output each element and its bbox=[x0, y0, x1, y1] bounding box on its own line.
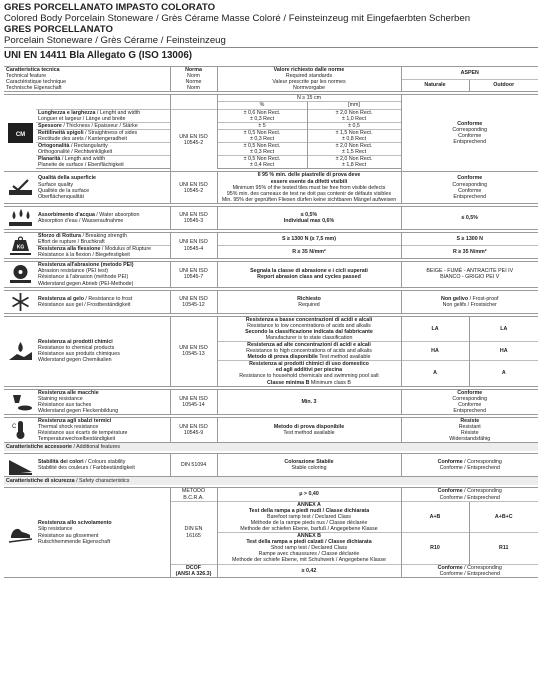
abrasion-row: Resistenza all'abrasione (metodo PEI) Abrasion resistance (PEI test) Résistance à l'abrasion (méthode PEI) Widerstand gegen Abrieb (PEI-Methode) UNI EN ISO 10545-7 Segnala la classe di abrasione e i cicli superati Report abrasion class and cycles passed BEIGE - FUMÉ - ANTRACITE PEI IV BIANCO - GRIGIO PEI V bbox=[4, 262, 538, 287]
dims-row-label: Spessore / Thickness / Epaisseur / Stärke bbox=[38, 122, 138, 129]
dims-row-mm: ± 2,0 Non Rect. bbox=[307, 156, 401, 163]
slip-din-annex-a-row: DIN EN 16165 ANNEX A Test della rampa a piedi nudi / Classe dichiarata Barefoot ramp test / Declared Class Méthode de la rampe pieds nus / Classe déclarée Methode der schiefen Ebene, barfuß / Angegebene Klasse A+B A+B+C bbox=[4, 501, 538, 532]
dims-row-pct: ± 0,6 Non Rect. bbox=[217, 109, 307, 116]
water-drops-icon bbox=[7, 207, 34, 229]
required-header: Valore richiesto dalle norme bbox=[217, 67, 401, 74]
thermal-shock-row: C Resistenza agli sbalzi termici Thermal shock resistance Résistance aux écarts de température Temperaturwechselbeständigkeit UNI EN ISO 10545-9 Metodo di prova disponibile Test method available Resiste Resistant Résiste Widerstandsfähig bbox=[4, 418, 538, 443]
svg-text:C: C bbox=[11, 424, 16, 431]
document-header bbox=[4, 2, 538, 46]
header-divider bbox=[4, 47, 538, 48]
abrasion-disc-icon bbox=[7, 263, 34, 285]
dims-row-label-2: Longuer et largeur / Länge und breite bbox=[38, 115, 126, 122]
breaking-strength-row: KG Sforzo di Rottura / Breaking strength Effort de rupture / Bruchkraft UNI EN ISO 10545-4 S ≥ 1300 N (≥ 7,5 mm) S ≥ 1300 N bbox=[4, 232, 538, 245]
table-header-row bbox=[4, 67, 538, 74]
section-additional-features: Caratteristiche accessorie / Additional features bbox=[4, 443, 538, 452]
thermometer-icon bbox=[7, 419, 34, 441]
section-safety: Caratteristiche di sicurezza / Safety characteristics bbox=[4, 477, 538, 486]
column-outdoor: Outdoor bbox=[469, 79, 538, 92]
shoe-slip-icon bbox=[7, 522, 34, 544]
dims-row-label: Rettilineità spigoli / Straightness of sides bbox=[38, 129, 138, 136]
snowflake-icon bbox=[7, 291, 34, 313]
surface-check-icon bbox=[7, 177, 34, 199]
dims-result: Conforme Corresponding Conforme Entsprechend bbox=[401, 95, 538, 172]
feature-header-fr: Caractéristique technique bbox=[6, 79, 67, 86]
norm-header-en: Norm bbox=[170, 73, 217, 79]
dims-row-mm-2: ± 0,8 Rect bbox=[307, 136, 401, 143]
dims-mm-header: [mm] bbox=[307, 102, 401, 109]
frost-row: Resistenza al gelo / Resistance to frost Résistance aux gel / Frostbeständigkeit UNI EN ISO 10545-12 Richiesto Required Non gelivo / Frost-proof Non gelifs / Frostsicher bbox=[4, 290, 538, 313]
feature-header-en: Technical feature bbox=[6, 73, 47, 80]
svg-text:KG: KG bbox=[16, 244, 24, 251]
dims-row-mm: ± 1,5 Non Rect. bbox=[307, 129, 401, 136]
colour-stability-row: Stabilità dei colori / Colours stability Stabilité des couleurs / Farbbeständigkeit DIN 51094 Colorazione Stabile Stable coloring Conforme / Corresponding Conforme / Entsprechend bbox=[4, 454, 538, 477]
required-header-de: Normvorgabe bbox=[217, 85, 401, 92]
norm-header-de: Norm bbox=[170, 85, 217, 92]
feature-header: Caratteristica tecnica bbox=[6, 67, 60, 73]
product-header: ASPEN bbox=[401, 67, 538, 80]
dims-norm: UNI EN ISO 10545-2 bbox=[170, 109, 217, 172]
surface-quality-row: Qualità della superficie Surface quality Qualités de la surface Oberflächenqualität UNI EN ISO 10545-2 Il 95 % min. delle piastrelle di prova deve essere esente da difetti visibili Minimum 95% of the tested tiles must be free from visible defects 95% min. des carreaux de test ne doit pas contenir de défauts visibles Min. 95% der geprüften Fliesen dürfen keine sichtbaren Mängel aufweisen Conforme Corresponding Conforme Entsprechend bbox=[4, 172, 538, 203]
dims-row-mm: ± 0,5 bbox=[307, 122, 401, 129]
dims-row-mm-2: ± 1,0 Rect bbox=[307, 116, 401, 123]
stain-glass-icon bbox=[7, 391, 34, 413]
dimensions-icon-cell bbox=[4, 95, 36, 172]
dims-row-pct-2: ± 0,3 Rect bbox=[217, 149, 307, 156]
dims-row-mm: ± 2,0 Non Rect. bbox=[307, 109, 401, 116]
dims-row-label: Lunghezza e larghezza / Lenght and width bbox=[38, 109, 141, 116]
dims-row-pct-2: ± 0,4 Rect bbox=[217, 162, 307, 169]
standard-title: UNI EN 14411 Bla Allegato G (ISO 13006) bbox=[4, 50, 193, 61]
water-absorption-row: Assorbimento d'acqua / Water absorption Absorption d'eau / Wasseraufnahme UNI EN ISO 10545-3 ≤ 0,5% Individual max 0,6% ≤ 0,5% bbox=[4, 206, 538, 229]
dims-row-pct-2: ± 0,3 Rect bbox=[217, 116, 307, 123]
weight-kg-icon bbox=[7, 235, 34, 257]
norm-header-fr: Norme bbox=[170, 79, 217, 85]
cm-label: CM bbox=[15, 132, 25, 139]
column-naturale: Naturale bbox=[401, 79, 469, 92]
ruler-size-icon bbox=[7, 122, 34, 144]
header-subtitle-porcelain: Porcelain Stoneware / Grès Cérame / Feinsteinzeug bbox=[4, 35, 226, 46]
header-title-porcelain: GRES PORCELLANATO bbox=[4, 24, 113, 35]
spec-table: Caratteristica tecnica Norma Valore richiesto dalle norme ASPEN Technical feature Norm Required standards Caractéristique technique Norme Valeur prescrite par les normes Naturale Outdoor Technische Eigenschaft Norm Normvorgabe CM N ≥ 15 cm Conforme Corresponding Conforme Entsprechend % [mm] Lunghezza e larghezza / Lenght and width UNI EN ISO 10545-2 ± 0,6 Non Rect. ± 2,0 Non Rect. Longuer et largeur / Länge und breite ± 0,3 Rect ± 1,0 Rect Spessore / Thickness / Epaisseur / Stärke ± 5 ± 0,5 Rettilineità spigoli / Straightness of sides ± 0,5 Non Rect. ± 1,5 Non Rect. Rectitude des arets / Kantengeradheit ± 0,3 Rect ± 0,8 Rect Ortogonalità / Rectangularity ± 0,5 Non Rect. ± 2,0 Non Rect. Orthogonalité / Rechtwinkligkeit ± 0,3 Rect ± 1,5 Rect Planarità / Length and width ± 0,5 Non Rect. ± 2,0 Non Rect. Planeite de surface / Ebenflächigkeit ± 0,4 Rect ± 1,8 Rect Qualità della superficie Surface quality Qualités de la surface Oberflächenqualität UNI EN ISO 10545-2 Il 95 % min. delle piastrelle di prova deve essere esente da difetti visibili Minimum 95% of the tested tiles must be free from visible defects 95% min. des carreaux de test ne doit pas contenir de défauts visibles Min. 95% der geprüften Fliesen dürfen keine sichtbaren Mängel aufweisen Conforme Corresponding Conforme Entsprechend Assorbimento d'acqua / Water absorption Absorption d'eau / Wasseraufnahme UNI EN ISO 10545-3 ≤ 0,5% Individual max 0,6% ≤ 0,5% KG Sforzo di Rottura / Breaking strength Effort de rupture / Bruchkraft UNI EN ISO 10545-4 S ≥ 1300 N (≥ 7,5 mm) S ≥ 1300 N Resistenza alla flessione / Modulus of Rupture Résistance à la flexion / Biegefestigkeit R ≥ 35 N/mm² R ≥ 35 N/mm² Resistenza all'abrasione (metodo PEI) Abrasion resistance (PEI test) Résistance à l'abrasion (méthode PEI) Widerstand gegen Abrieb (PEI-Methode) UNI EN ISO 10545-7 Segnala la classe di abrasione e i cicli superati Report abrasion class and cycles passed BEIGE - FUMÉ - ANTRACITE PEI IV BIANCO - GRIGIO PEI V Resistenza al gelo / Resistance to frost Résistance aux gel / Frostbeständigkeit UNI EN ISO 10545-12 Richiesto Required Non gelivo / Frost-proof Non gelifs / Frostsicher Resistenza ai prodotti chimici Resistance to chemical products Résistance aux produits chimiques Widerstand gegen Chemikalien UNI EN ISO 10545-13 Resistenza a basse concentrazioni di acidi e alcali Resistance to low concentrations of acids and alkalis Secondo la classificazione indicata dal fabbricante Manufacturer is to state classification LA LA Resistenza ad alte concentrazioni di acidi e alcali Resistance to high concentrations of acids and alkalis Metodo di prova disponibile Test method available HA HA Resistenza ai prodotti chimici di uso domestico ed agli additivi per piscina Resistance to household chemicals and swimming pool salt Classe minima B Minimum class B A A Resistenza alle macchie Staining resistance Résistance aux taches Widerstand gegen Fleckenbildung UNI EN ISO 10545-14 Min. 3 Conforme Corresponding Conforme Entsprechend C Resistenza agli sbalzi termici Thermal shock resistance Résistance aux écarts de température Temperaturwechselbeständigkeit UNI EN ISO 10545-9 Metodo di prova disponibile Test method available Resiste Resistant Résiste Widerstandsfähig Caratteristiche accessorie / Additional features Stabilità dei colori / Colours stability Stabilité des couleurs / Farbbeständigkeit DIN 51094 Colorazione Stabile Stable coloring Conforme / Corresponding Conforme / Entsprechend Caratteristiche di sicurezza / Safety characteristics Resistenza allo scivolamento Slip resistance Résistance au glissement Rutschhemmende Eigenschaft METODO B.C.R.A. μ > 0,40 Conforme / Corresponding Conforme / Entsprechend DIN EN 16165 ANNEX A Test della rampa a piedi nudi / Classe dichiarata Barefoot ramp test / Declared Class Méthode de la rampe pieds nus / Classe déclarée Methode der schiefen Ebene, barfuß / Angegebene Klasse A+B A+B+C ANNEX B Test della rampa a piedi calzati / Classe dichiarata Shod ramp test / Declared Class Rampe avec chaussures / Classe déclarée Methode der schiefe Ebene, mit Schuhwerk / Angegebene Klasse R10 R11 DCOF (ANSI A 326.3) ≥ 0,42 Conforme / Corresponding Conforme / Entsprechend bbox=[4, 66, 538, 578]
dims-row-mm: ± 2,0 Non Rect. bbox=[307, 143, 401, 150]
chemical-drop-icon bbox=[7, 340, 34, 362]
dims-row-mm-2: ± 1,5 Rect bbox=[307, 149, 401, 156]
dims-row-label: Ortogonalità / Rectangularity bbox=[38, 143, 108, 150]
dims-row-mm-2: ± 1,8 Rect bbox=[307, 162, 401, 169]
norm-header: Norma bbox=[170, 67, 217, 74]
slip-bcra-row: Resistenza allo scivolamento Slip resistance Résistance au glissement Rutschhemmende Eigenschaft METODO B.C.R.A. μ > 0,40 Conforme / Corresponding Conforme / Entsprechend bbox=[4, 488, 538, 501]
dims-row-label: Planarità / Length and width bbox=[38, 156, 106, 163]
dims-row-pct-2: ± 0,3 Rect bbox=[217, 136, 307, 143]
slip-dcof-row: DCOF (ANSI A 326.3) ≥ 0,42 Conforme / Corresponding Conforme / Entsprechend bbox=[4, 564, 538, 577]
required-header-en: Required standards bbox=[217, 73, 401, 79]
dims-row-label-2: Rectitude des arets / Kantengeradheit bbox=[38, 135, 127, 142]
dims-row-label-2: Planeite de surface / Ebenflächigkeit bbox=[38, 162, 124, 169]
header-title-colored: GRES PORCELLANATO IMPASTO COLORATO bbox=[4, 2, 216, 13]
dims-row-pct: ± 0,5 Non Rect. bbox=[217, 156, 307, 163]
dims-pct-header: % bbox=[217, 102, 307, 109]
sun-colour-icon bbox=[7, 454, 34, 476]
dims-n-label: N ≥ 15 cm bbox=[217, 95, 401, 102]
dims-row-label-2: Orthogonalité / Rechtwinkligkeit bbox=[38, 149, 113, 156]
feature-header-de: Technische Eigenschaft bbox=[6, 85, 62, 92]
dims-row-pct: ± 0,5 Non Rect. bbox=[217, 143, 307, 150]
stains-row: Resistenza alle macchie Staining resistance Résistance aux taches Widerstand gegen Fleckenbildung UNI EN ISO 10545-14 Min. 3 Conforme Corresponding Conforme Entsprechend bbox=[4, 389, 538, 414]
dims-row-pct: ± 0,5 Non Rect. bbox=[217, 129, 307, 136]
dims-row-pct: ± 5 bbox=[217, 122, 307, 129]
header-subtitle-colored: Colored Body Porcelain Stoneware / Grès Cérame Masse Coloré / Feinsteinzeug mit Eingefaerbten Scherben bbox=[4, 13, 471, 24]
slip-din-annex-b-row: ANNEX B Test della rampa a piedi calzati / Classe dichiarata Shod ramp test / Declared Class Rampe avec chaussures / Classe déclarée Methode der schiefe Ebene, mit Schuhwerk / Angegebene Klasse R10 R11 bbox=[4, 533, 538, 564]
chemicals-row: Resistenza ai prodotti chimici Resistance to chemical products Résistance aux produits chimiques Widerstand gegen Chemikalien UNI EN ISO 10545-13 Resistenza a basse concentrazioni di acidi e alcali Resistance to low concentrations of acids and alkalis Secondo la classificazione indicata dal fabbricante Manufacturer is to state classification LA LA bbox=[4, 316, 538, 341]
required-header-fr: Valeur prescrite par les normes bbox=[217, 79, 401, 85]
